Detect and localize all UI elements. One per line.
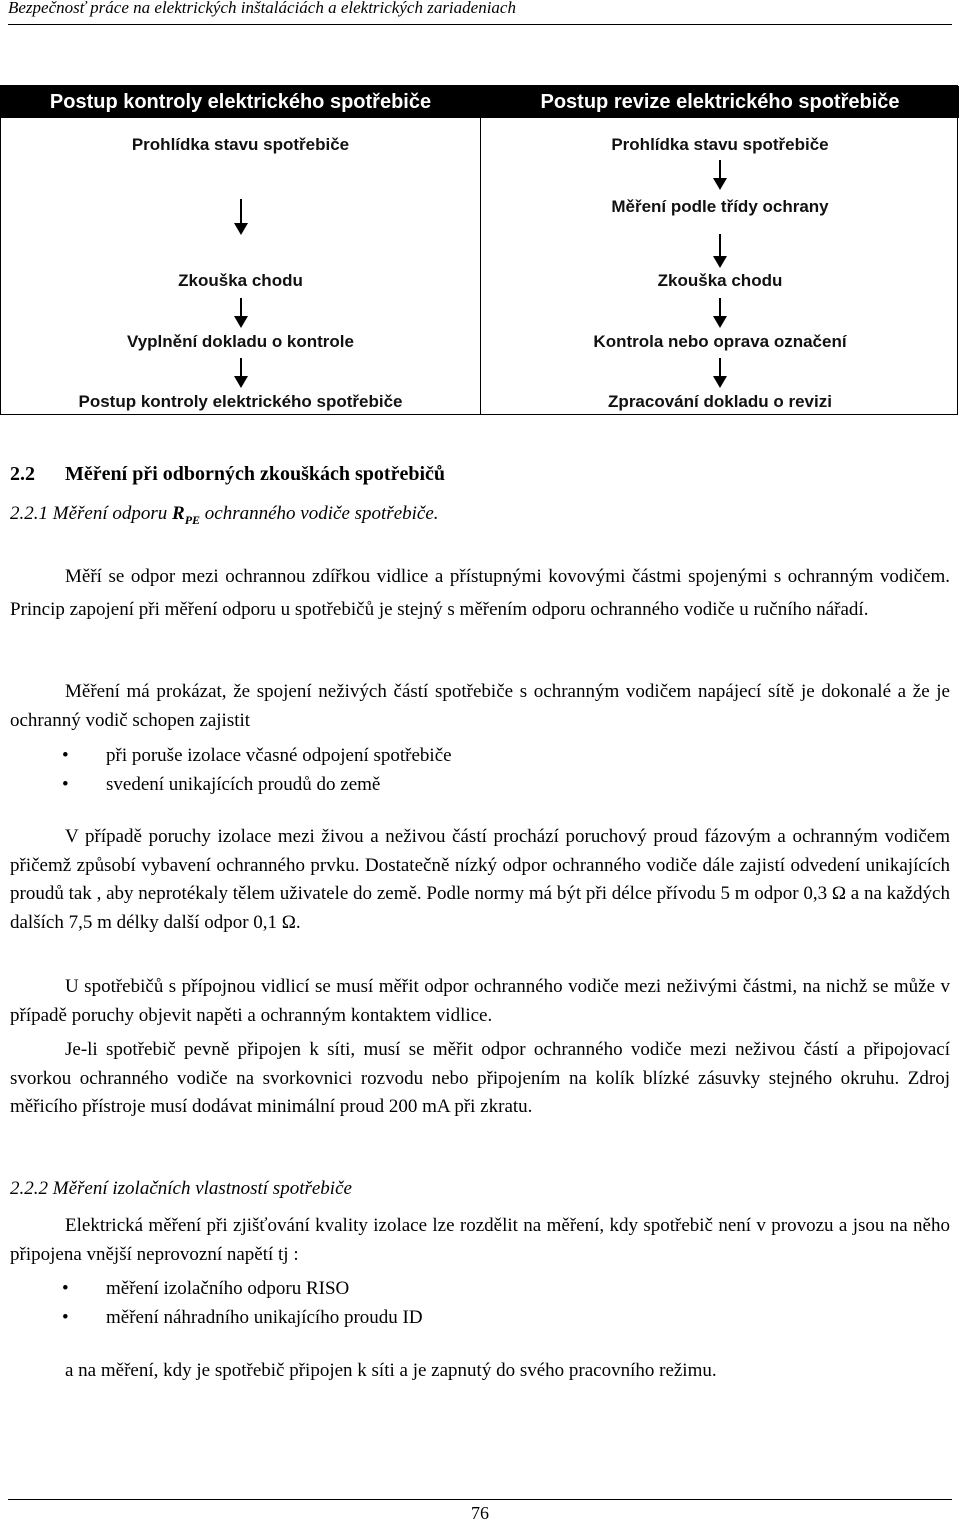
- flow-table: [0, 85, 958, 415]
- arrow-down-icon: [719, 298, 721, 318]
- arrow-down-icon: [719, 160, 721, 180]
- footer-divider: [8, 1499, 952, 1500]
- flow-step: Kontrola nebo oprava označení: [593, 332, 847, 351]
- section-number: 2.2: [10, 463, 35, 485]
- flow-step: Zkouška chodu: [178, 271, 303, 290]
- header-divider: [8, 24, 952, 25]
- section-heading-2-2-2: 2.2.2 Měření izolačních vlastností spotřebiče: [10, 1178, 352, 1199]
- revision-flow-heading: Postup revize elektrického spotřebiče: [481, 86, 959, 118]
- flow-step: Zkouška chodu: [657, 271, 783, 290]
- running-header: Bezpečnosť práce na elektrických inštaláciách a elektrických zariadeniach: [8, 0, 516, 17]
- section-heading-2-2-1: [10, 503, 439, 528]
- flow-step: Postup kontroly elektrického spotřebiče: [78, 392, 403, 411]
- section-title: Měření při odborných zkouškách spotřebičů: [65, 463, 446, 485]
- bullet-list: [62, 741, 452, 799]
- flow-step: Prohlídka stavu spotřebiče: [131, 135, 350, 154]
- inspection-flow-heading: Postup kontroly elektrického spotřebiče: [1, 86, 480, 118]
- paragraph: V případě poruchy izolace mezi živou a neživou částí prochází poruchový proud fázovým a ochranným vodičem přičemž způsobí vybavení ochranného prvku. Dostatečně nízký odpor ochranného vodiče dále zajistí odvedení unikajících proudů tak , aby neprotékaly tělem uživatele do země. Podle normy má být při délce přívodu 5 m odpor 0,3 Ω a na každých dalších 7,5 m délky další odpor 0,1 Ω.: [10, 826, 950, 933]
- arrow-down-icon: [719, 358, 721, 378]
- inspection-flow-column: [1, 86, 481, 414]
- heading-prefix: 2.2.1 Měření odporu: [10, 503, 173, 524]
- flow-step: Měření podle třídy ochrany: [611, 197, 829, 216]
- section-heading-2-2: [10, 463, 445, 486]
- list-item: • měření náhradního unikajícího proudu ID: [62, 1303, 423, 1332]
- paragraph: a na měření, kdy je spotřebič připojen k síti a je zapnutý do svého pracovního režimu.: [65, 1360, 717, 1381]
- paragraph: U spotřebičů s přípojnou vidlicí se musí měřit odpor ochranného vodiče mezi neživými částmi, na nichž se může v případě poruchy objevit napěti a ochranným kontaktem vidlice.: [10, 976, 950, 1026]
- revision-flow-column: [481, 86, 959, 414]
- list-item: • svedení unikajících proudů do země: [62, 770, 452, 799]
- heading-suffix: ochranného vodiče spotřebiče.: [200, 503, 439, 524]
- flow-step: Zpracování dokladu o revizi: [608, 392, 832, 411]
- page-number: 76: [471, 1503, 489, 1523]
- paragraph: Měření má prokázat, že spojení neživých částí spotřebiče s ochranným vodičem napájecí sítě je dokonalé a že je ochranný vodič schopen zajistit: [10, 681, 950, 731]
- arrow-down-icon: [240, 298, 242, 318]
- arrow-down-icon: [719, 234, 721, 258]
- resistance-subscript: PE: [184, 512, 201, 527]
- resistance-symbol: [172, 503, 201, 527]
- bullet-list: [62, 1274, 423, 1332]
- resistance-letter: R: [172, 503, 185, 524]
- flow-step: Prohlídka stavu spotřebiče: [611, 135, 829, 154]
- list-item: • měření izolačního odporu RISO: [62, 1274, 423, 1303]
- list-item: • při poruše izolace včasné odpojení spotřebiče: [62, 741, 452, 770]
- paragraph: Elektrická měření při zjišťování kvality izolace lze rozdělit na měření, kdy spotřebič není v provozu a jsou na něho připojena vnější neprovozní napětí tj :: [10, 1215, 950, 1265]
- arrow-down-icon: [240, 358, 242, 378]
- flow-step: Vyplnění dokladu o kontrole: [126, 332, 354, 351]
- arrow-down-icon: [240, 199, 242, 225]
- paragraph: Je-li spotřebič pevně připojen k síti, musí se měřit odpor ochranného vodiče mezi neživou částí a připojovací svorkou ochranného vodiče na svorkovnici rozvodu nebo připojením na kolík blízké zásuvky stejného okruhu. Zdroj měřicího přístroje musí dodávat minimální proud 200 mA při zkratu.: [10, 1039, 950, 1117]
- paragraph: Měří se odpor mezi ochrannou zdířkou vidlice a přístupnými kovovými částmi spojenými s ochranným vodičem. Princip zapojení při měření odporu u spotřebičů je stejný s měřením odporu ochranného vodiče u ručního nářadí.: [10, 566, 950, 620]
